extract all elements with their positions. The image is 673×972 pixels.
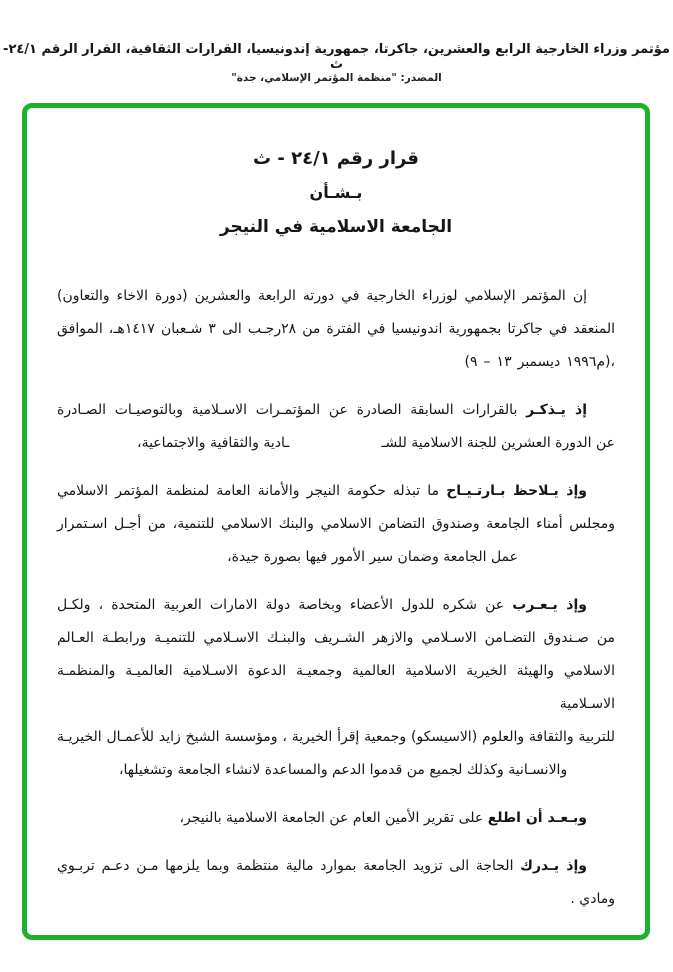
body-line: من صـندوق التضـامن الاسـلامي والازهر الشـريف والبنـك الاسـلامي للتنميـة ورابطـة العـالم — [57, 630, 615, 646]
bold-lead: إذ يـذكـر — [526, 402, 588, 418]
body-line: إن المؤتمر الإسلامي لوزراء الخارجية في دورته الرابعة والعشرين (دورة الاخاء والتعاون) — [57, 288, 587, 304]
body-line: وإذ يـدرك الحاجة الى تزويد الجامعة بموارد مالية منتظمة وبما يلزمها مـن دعـم تربـوي — [57, 858, 587, 874]
paragraph-thanking — [57, 589, 615, 787]
body-line: المنعقد في جاكرتا بجمهورية اندونيسيا في الفترة من ٢٨رجـب الى ٣ شـعبان ١٤١٧هـ، الموافق — [57, 321, 615, 337]
body-line-with-scan-gap: عن الدورة العشرين للجنة الاسلامية للشــادية والثقافية والاجتماعية، — [137, 435, 615, 451]
paragraph-report — [57, 802, 615, 835]
decision-number-title: قرار رقم ٢٤/١ - ث — [253, 148, 419, 169]
body-line: الاسلامي والهيئة الخيرية الاسلامية العالمية وجمعيـة الدعوة الاسـلامية العالميـة والمنظمـة الاسـلامية — [57, 663, 615, 712]
body-line: والانسـانية وكذلك لجميع من قدموا الدعم والمساعدة لانشاء الجامعة وتشغيلها، — [119, 762, 568, 778]
body-line: وإذ يـعـرب عن شكره للدول الأعضاء وبخاصة دولة الامارات العربية المتحدة ، ولكـل — [57, 597, 587, 613]
bold-lead: وإذ يـلاحظ بـارتـيـاح — [446, 483, 587, 499]
body-line-date — [57, 346, 615, 379]
paragraph-preamble — [57, 280, 615, 379]
bold-lead: وإذ يـدرك — [520, 858, 587, 874]
paragraph-recalling — [57, 394, 615, 460]
body-line: وإذ يـلاحظ بـارتـيـاح ما تبذله حكومة النيجر والأمانة العامة لمنظمة المؤتمر الاسلامي — [57, 483, 587, 499]
document-header-line: مؤتمر وزراء الخارجية الرابع والعشرين، جاكرتا، جمهورية إندونيسيا، القرارات الثقافية، القرار الرقم ٢٤/١-ث — [3, 42, 670, 72]
bold-lead: وبـعـد أن اطلع — [487, 810, 587, 826]
body-line: إذ يـذكـر بالقرارات السابقة الصادرة عن المؤتمـرات الاسـلامية وبالتوصيـات الصـادرة — [57, 402, 588, 418]
date-range-block: (٩ – ١٣ ديسمبر ١٩٩٦م)، — [464, 354, 615, 370]
body-line: عمل الجامعة وضمان سير الأمور فيها بصورة جيدة، — [227, 549, 518, 565]
decision-regarding-title: بـشـأن — [309, 183, 363, 202]
body-line: ومادي . — [570, 891, 615, 907]
document-source-line: المصدر: "منظمة المؤتمر الإسلامي، جدة" — [231, 72, 442, 84]
body-line: ومجلس أمناء الجامعة وصندوق التضامن الاسلامي والبنك الاسلامي للتنمية، من أجـل اسـتمرار — [57, 516, 615, 532]
body-line: وبـعـد أن اطلع على تقرير الأمين العام عن الجامعة الاسلامية بالنيجر، — [179, 810, 587, 826]
decision-body — [57, 280, 615, 916]
paragraph-need — [57, 850, 615, 916]
decision-frame — [22, 103, 650, 940]
bold-lead: وإذ يـعـرب — [512, 597, 587, 613]
decision-subject-title: الجامعة الاسلامية في النيجر — [219, 217, 453, 237]
paragraph-noting — [57, 475, 615, 574]
body-line: للتربية والثقافة والعلوم (الاسيسكو) وجمعية إقرأ الخيرية ، ومؤسسة الشيخ زايد للأعمـال الخيريـة — [57, 729, 615, 745]
